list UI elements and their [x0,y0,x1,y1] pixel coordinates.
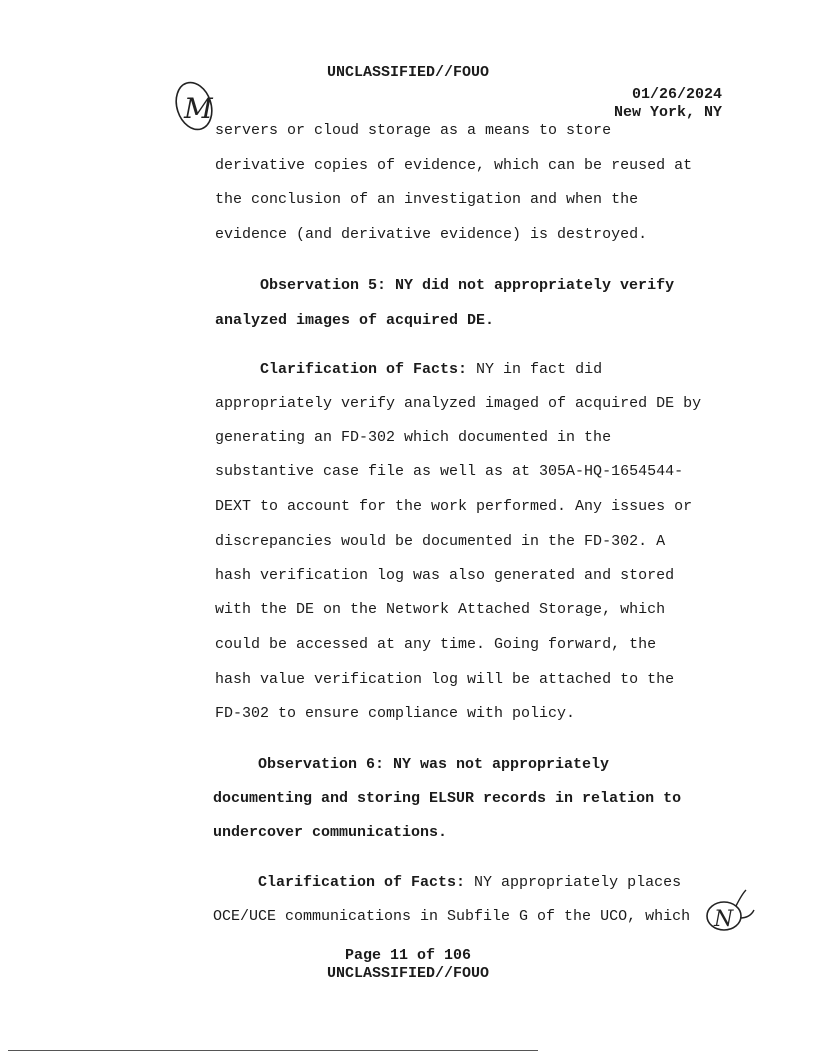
body-line: discrepancies would be documented in the FD-302. A [215,533,666,550]
observation-5-heading-cont: analyzed images of acquired DE. [215,312,495,329]
initials-top-text: M [184,92,213,125]
clarification-text: NY appropriately places [465,874,682,891]
observation-6-heading-cont: documenting and storing ELSUR records in relation to [213,790,682,807]
body-line: the conclusion of an investigation and when the [215,191,639,208]
body-line: substantive case file as well as at 305A-HQ-1654544- [215,463,684,480]
body-line: could be accessed at any time. Going forward, the [215,636,657,653]
body-line: appropriately verify analyzed imaged of acquired DE by [215,395,702,412]
clarification-label: Clarification of Facts: [260,361,468,378]
observation-6-heading: Observation 6: NY was not appropriately [258,756,610,773]
body-line: evidence (and derivative evidence) is destroyed. [215,226,648,243]
header-date: 01/26/2024 [631,86,722,103]
footer-page-number: Page 11 of 106 [344,947,472,964]
scan-edge-line [8,1050,538,1051]
body-line: hash value verification log will be attached to the [215,671,675,688]
body-line: derivative copies of evidence, which can be reused at [215,157,693,174]
clarification-label: Clarification of Facts: [258,874,466,891]
header-classification: UNCLASSIFIED//FOUO [326,64,490,81]
observation-6-heading-cont: undercover communications. [213,824,448,841]
header-location: New York, NY [613,104,722,121]
body-line: servers or cloud storage as a means to store [215,122,612,139]
body-line: generating an FD-302 which documented in the [215,429,612,446]
body-line: OCE/UCE communications in Subfile G of the UCO, which [213,908,691,925]
initials-bottom-mark [702,888,758,936]
observation-5-heading: Observation 5: NY did not appropriately verify [260,277,675,294]
clarification-6-first-line [258,873,681,893]
body-line: DEXT to account for the work performed. Any issues or [215,498,693,515]
body-line: FD-302 to ensure compliance with policy. [215,705,576,722]
initials-bottom-text: N [714,907,734,932]
body-line: hash verification log was also generated and stored [215,567,675,584]
body-line: with the DE on the Network Attached Storage, which [215,601,666,618]
clarification-5-first-line [260,360,602,380]
footer-classification: UNCLASSIFIED//FOUO [326,965,490,982]
clarification-text: NY in fact did [467,361,603,378]
